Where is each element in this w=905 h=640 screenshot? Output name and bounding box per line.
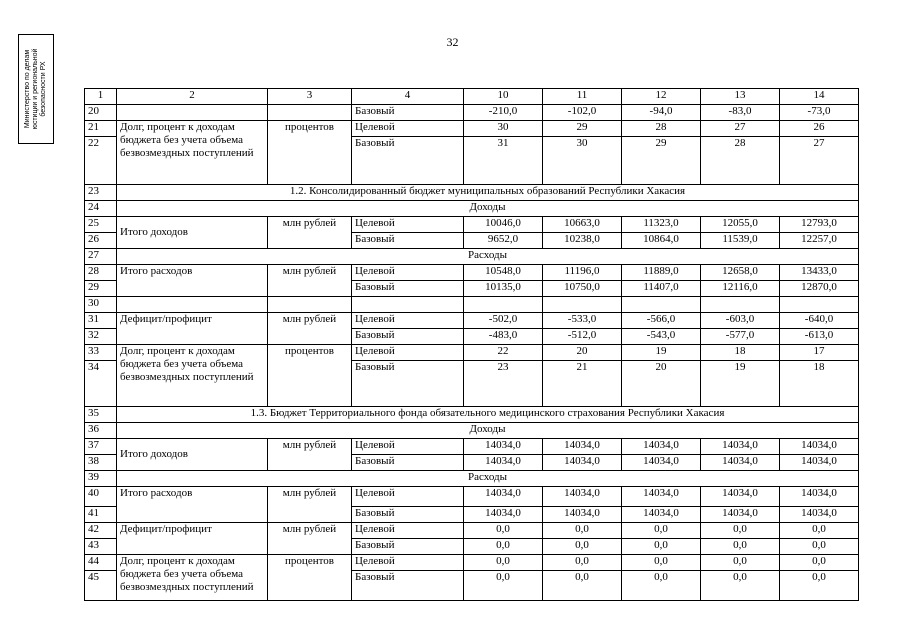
value-cell: 10135,0 xyxy=(464,281,543,297)
scenario-cell: Целевой xyxy=(352,121,464,137)
table-row xyxy=(85,487,859,507)
value-cell: 11889,0 xyxy=(622,265,701,281)
value-cell: 26 xyxy=(780,121,859,137)
row-number: 31 xyxy=(85,313,117,329)
value-cell: 10750,0 xyxy=(543,281,622,297)
registration-stamp xyxy=(18,34,54,144)
value-cell: 0,0 xyxy=(464,523,543,539)
value-cell: -603,0 xyxy=(701,313,780,329)
value-cell: 12658,0 xyxy=(701,265,780,281)
unit-cell: процентов xyxy=(268,555,352,601)
table-row xyxy=(85,423,859,439)
value-cell: -483,0 xyxy=(464,329,543,345)
value-cell: 14034,0 xyxy=(543,487,622,507)
indicator-cell: Итого доходов xyxy=(117,217,268,249)
value-cell: 12257,0 xyxy=(780,233,859,249)
subsection-heading: Расходы xyxy=(117,471,859,487)
value-cell: -73,0 xyxy=(780,105,859,121)
scenario-cell: Базовый xyxy=(352,455,464,471)
table-row xyxy=(85,297,859,313)
value-cell: 11407,0 xyxy=(622,281,701,297)
unit-cell xyxy=(268,297,352,313)
value-cell: 14034,0 xyxy=(701,439,780,455)
indicator-cell: Итого доходов xyxy=(117,439,268,471)
scenario-cell: Базовый xyxy=(352,361,464,407)
scenario-cell: Целевой xyxy=(352,345,464,361)
value-cell: 23 xyxy=(464,361,543,407)
header-cell: 12 xyxy=(622,89,701,105)
value-cell: 14034,0 xyxy=(780,455,859,471)
scenario-cell xyxy=(352,297,464,313)
row-number: 27 xyxy=(85,249,117,265)
value-cell: 0,0 xyxy=(622,571,701,601)
subsection-heading: Доходы xyxy=(117,423,859,439)
row-number: 21 xyxy=(85,121,117,137)
value-cell: 14034,0 xyxy=(701,455,780,471)
row-number: 45 xyxy=(85,571,117,601)
header-cell: 4 xyxy=(352,89,464,105)
scenario-cell: Целевой xyxy=(352,555,464,571)
unit-cell: млн рублей xyxy=(268,265,352,297)
value-cell: -502,0 xyxy=(464,313,543,329)
value-cell: 14034,0 xyxy=(622,439,701,455)
value-cell: 0,0 xyxy=(464,539,543,555)
value-cell: 12793,0 xyxy=(780,217,859,233)
row-number: 43 xyxy=(85,539,117,555)
row-number: 22 xyxy=(85,137,117,185)
value-cell: 0,0 xyxy=(701,571,780,601)
indicator-cell: Дефицит/профицит xyxy=(117,523,268,555)
value-cell: -512,0 xyxy=(543,329,622,345)
value-cell: 10548,0 xyxy=(464,265,543,281)
value-cell: 13433,0 xyxy=(780,265,859,281)
value-cell: 0,0 xyxy=(543,571,622,601)
header-cell: 1 xyxy=(85,89,117,105)
header-cell: 14 xyxy=(780,89,859,105)
table-row xyxy=(85,185,859,201)
value-cell: 0,0 xyxy=(622,539,701,555)
value-cell: 30 xyxy=(464,121,543,137)
scenario-cell: Базовый xyxy=(352,539,464,555)
section-heading: 1.2. Консолидированный бюджет муниципальных образований Республики Хакасия xyxy=(117,185,859,201)
indicator-cell: Итого расходов xyxy=(117,265,268,297)
indicator-cell: Долг, процент к доходам бюджета без учета объема безвозмездных поступлений xyxy=(117,121,268,185)
unit-cell: млн рублей xyxy=(268,487,352,523)
row-number: 35 xyxy=(85,407,117,423)
value-cell: 0,0 xyxy=(543,539,622,555)
value-cell: 14034,0 xyxy=(543,455,622,471)
indicator-cell xyxy=(117,105,268,121)
value-cell: 28 xyxy=(701,137,780,185)
unit-cell: процентов xyxy=(268,345,352,407)
value-cell: 19 xyxy=(701,361,780,407)
value-cell: 0,0 xyxy=(622,555,701,571)
value-cell: 14034,0 xyxy=(622,455,701,471)
scenario-cell: Целевой xyxy=(352,313,464,329)
unit-cell: млн рублей xyxy=(268,313,352,345)
indicator-cell: Долг, процент к доходам бюджета без учета объема безвозмездных поступлений xyxy=(117,555,268,601)
value-cell: 0,0 xyxy=(701,555,780,571)
value-cell: 14034,0 xyxy=(701,507,780,523)
header-cell: 2 xyxy=(117,89,268,105)
scenario-cell: Базовый xyxy=(352,105,464,121)
value-cell: 0,0 xyxy=(464,571,543,601)
indicator-cell: Долг, процент к доходам бюджета без учета объема безвозмездных поступлений xyxy=(117,345,268,407)
value-cell xyxy=(780,297,859,313)
header-cell: 11 xyxy=(543,89,622,105)
value-cell: 11323,0 xyxy=(622,217,701,233)
value-cell: 14034,0 xyxy=(780,507,859,523)
value-cell: -533,0 xyxy=(543,313,622,329)
scenario-cell: Целевой xyxy=(352,439,464,455)
table-row xyxy=(85,407,859,423)
row-number: 39 xyxy=(85,471,117,487)
header-cell: 10 xyxy=(464,89,543,105)
row-number: 30 xyxy=(85,297,117,313)
unit-cell xyxy=(268,105,352,121)
row-number: 36 xyxy=(85,423,117,439)
header-cell: 3 xyxy=(268,89,352,105)
row-number: 26 xyxy=(85,233,117,249)
row-number: 38 xyxy=(85,455,117,471)
table-row xyxy=(85,105,859,121)
value-cell: 0,0 xyxy=(464,555,543,571)
value-cell: 14034,0 xyxy=(780,487,859,507)
subsection-heading: Доходы xyxy=(117,201,859,217)
unit-cell: млн рублей xyxy=(268,217,352,249)
table-row xyxy=(85,439,859,455)
value-cell: 14034,0 xyxy=(464,455,543,471)
indicator-cell: Итого расходов xyxy=(117,487,268,523)
row-number: 20 xyxy=(85,105,117,121)
table-row xyxy=(85,313,859,329)
value-cell: 30 xyxy=(543,137,622,185)
section-heading: 1.3. Бюджет Территориального фонда обязательного медицинского страхования Республики Хакасия xyxy=(117,407,859,423)
value-cell: 14034,0 xyxy=(622,487,701,507)
value-cell: -210,0 xyxy=(464,105,543,121)
unit-cell: процентов xyxy=(268,121,352,185)
table-row xyxy=(85,265,859,281)
table-row xyxy=(85,201,859,217)
row-number: 23 xyxy=(85,185,117,201)
scenario-cell: Базовый xyxy=(352,329,464,345)
unit-cell: млн рублей xyxy=(268,523,352,555)
value-cell: 27 xyxy=(701,121,780,137)
value-cell: 28 xyxy=(622,121,701,137)
header-row xyxy=(85,89,859,105)
value-cell: -94,0 xyxy=(622,105,701,121)
stamp-text: Министерство по делам юстиции и региональной безопасности РХ xyxy=(24,48,47,130)
value-cell: 14034,0 xyxy=(780,439,859,455)
row-number: 41 xyxy=(85,507,117,523)
row-number: 29 xyxy=(85,281,117,297)
indicator-cell: Дефицит/профицит xyxy=(117,313,268,345)
scenario-cell: Базовый xyxy=(352,281,464,297)
page-number: 32 xyxy=(446,35,459,49)
value-cell: 18 xyxy=(701,345,780,361)
value-cell: 14034,0 xyxy=(464,439,543,455)
value-cell: 22 xyxy=(464,345,543,361)
value-cell: 0,0 xyxy=(701,523,780,539)
scenario-cell: Целевой xyxy=(352,523,464,539)
value-cell: 0,0 xyxy=(543,555,622,571)
value-cell: 14034,0 xyxy=(543,507,622,523)
value-cell: -613,0 xyxy=(780,329,859,345)
table-row xyxy=(85,555,859,571)
scenario-cell: Базовый xyxy=(352,137,464,185)
value-cell: 0,0 xyxy=(780,539,859,555)
value-cell: -543,0 xyxy=(622,329,701,345)
scenario-cell: Базовый xyxy=(352,507,464,523)
value-cell: 0,0 xyxy=(780,523,859,539)
value-cell: 0,0 xyxy=(701,539,780,555)
table-row xyxy=(85,217,859,233)
value-cell: 9652,0 xyxy=(464,233,543,249)
value-cell: 14034,0 xyxy=(701,487,780,507)
row-number: 34 xyxy=(85,361,117,407)
scenario-cell: Базовый xyxy=(352,233,464,249)
value-cell: 14034,0 xyxy=(543,439,622,455)
value-cell xyxy=(464,297,543,313)
value-cell: 10864,0 xyxy=(622,233,701,249)
scenario-cell: Целевой xyxy=(352,265,464,281)
value-cell xyxy=(622,297,701,313)
value-cell: 18 xyxy=(780,361,859,407)
value-cell: 10046,0 xyxy=(464,217,543,233)
value-cell: -566,0 xyxy=(622,313,701,329)
value-cell: -577,0 xyxy=(701,329,780,345)
value-cell: 31 xyxy=(464,137,543,185)
value-cell xyxy=(543,297,622,313)
row-number: 44 xyxy=(85,555,117,571)
row-number: 32 xyxy=(85,329,117,345)
value-cell: -640,0 xyxy=(780,313,859,329)
value-cell: -83,0 xyxy=(701,105,780,121)
value-cell: 14034,0 xyxy=(464,507,543,523)
value-cell: 11539,0 xyxy=(701,233,780,249)
value-cell xyxy=(701,297,780,313)
table-row xyxy=(85,249,859,265)
header-cell: 13 xyxy=(701,89,780,105)
scenario-cell: Базовый xyxy=(352,571,464,601)
value-cell: 0,0 xyxy=(622,523,701,539)
budget-table xyxy=(84,88,859,601)
value-cell: 17 xyxy=(780,345,859,361)
value-cell: 27 xyxy=(780,137,859,185)
value-cell: 20 xyxy=(543,345,622,361)
value-cell: 29 xyxy=(543,121,622,137)
value-cell: 21 xyxy=(543,361,622,407)
value-cell: 29 xyxy=(622,137,701,185)
value-cell: 12055,0 xyxy=(701,217,780,233)
value-cell: 14034,0 xyxy=(622,507,701,523)
value-cell: 0,0 xyxy=(780,555,859,571)
row-number: 42 xyxy=(85,523,117,539)
value-cell: 12116,0 xyxy=(701,281,780,297)
row-number: 37 xyxy=(85,439,117,455)
row-number: 24 xyxy=(85,201,117,217)
value-cell: 19 xyxy=(622,345,701,361)
unit-cell: млн рублей xyxy=(268,439,352,471)
value-cell: 11196,0 xyxy=(543,265,622,281)
table-row xyxy=(85,471,859,487)
table-row xyxy=(85,523,859,539)
indicator-cell xyxy=(117,297,268,313)
value-cell: 0,0 xyxy=(780,571,859,601)
value-cell: -102,0 xyxy=(543,105,622,121)
subsection-heading: Расходы xyxy=(117,249,859,265)
scenario-cell: Целевой xyxy=(352,217,464,233)
value-cell: 10238,0 xyxy=(543,233,622,249)
value-cell: 20 xyxy=(622,361,701,407)
value-cell: 10663,0 xyxy=(543,217,622,233)
value-cell: 12870,0 xyxy=(780,281,859,297)
value-cell: 0,0 xyxy=(543,523,622,539)
scenario-cell: Целевой xyxy=(352,487,464,507)
row-number: 33 xyxy=(85,345,117,361)
table-row xyxy=(85,121,859,137)
value-cell: 14034,0 xyxy=(464,487,543,507)
row-number: 40 xyxy=(85,487,117,507)
row-number: 28 xyxy=(85,265,117,281)
row-number: 25 xyxy=(85,217,117,233)
table-row xyxy=(85,345,859,361)
